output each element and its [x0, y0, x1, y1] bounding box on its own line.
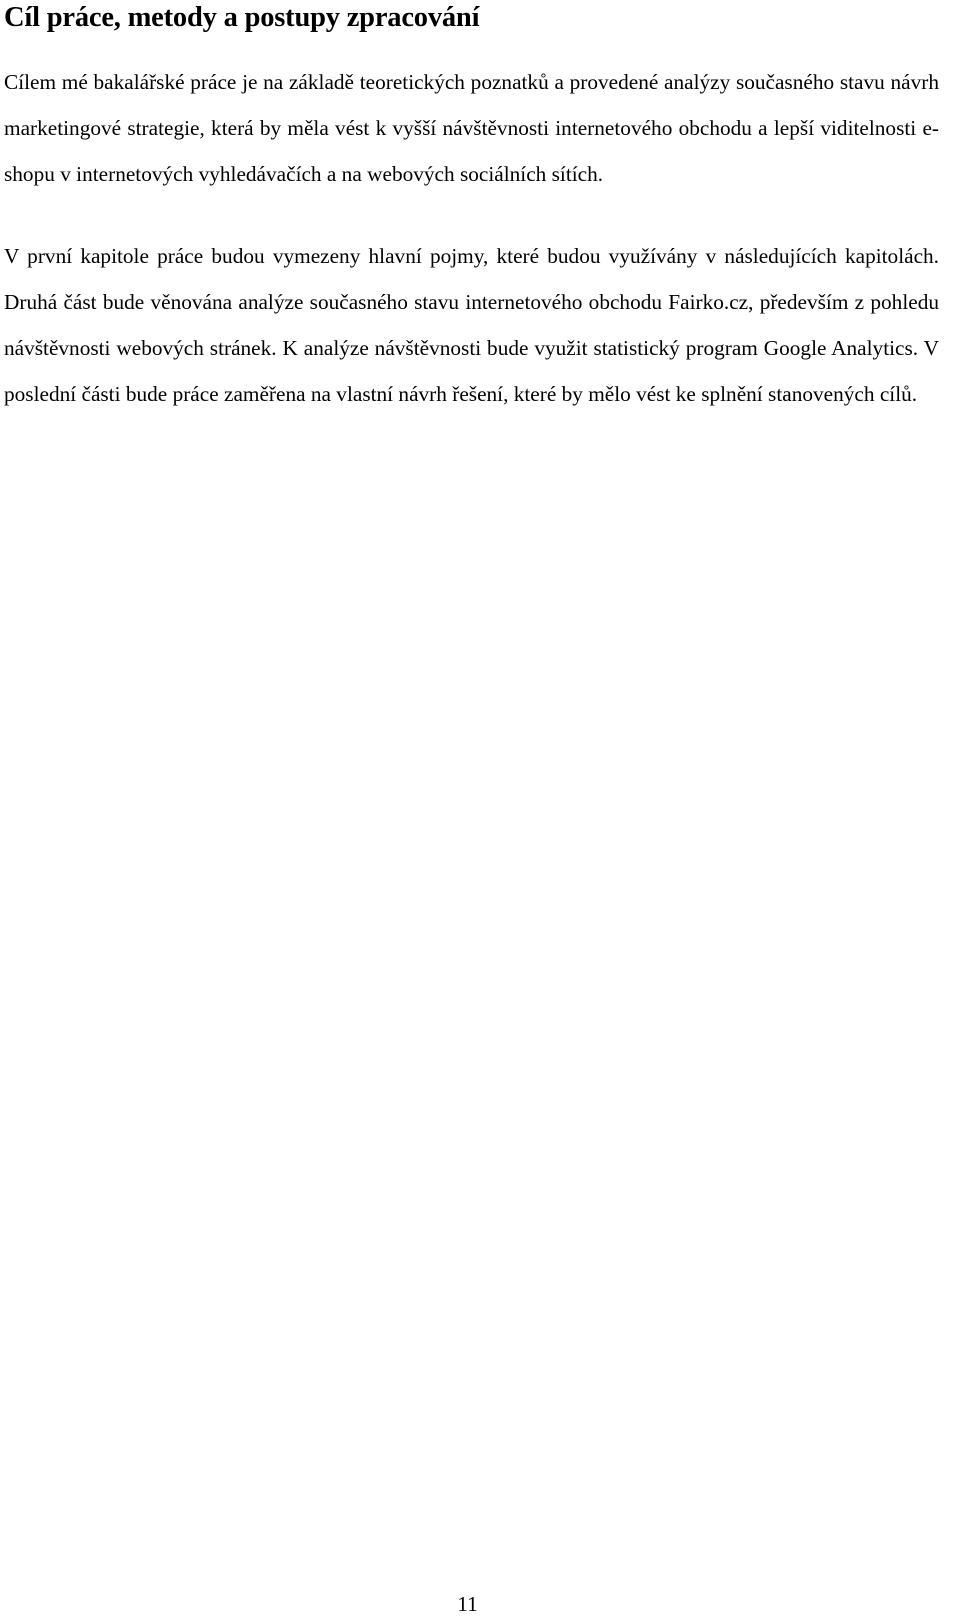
section-heading: Cíl práce, metody a postupy zpracování [4, 2, 480, 33]
document-page [4, 0, 939, 417]
paragraph-structure: V první kapitole práce budou vymezeny hlavní pojmy, které budou využívány v následujících kapitolách. Druhá část bude věnována analýze současného stavu internetového obchodu Fairko.cz, především z pohledu návštěvnosti webových stránek. K analýze návštěvnosti bude využit statistický program Google Analytics. V poslední části bude práce zaměřena na vlastní návrh řešení, které by mělo vést ke splnění stanovených cílů. [4, 244, 939, 406]
paragraph-goals: Cílem mé bakalářské práce je na základě teoretických poznatků a provedené analýzy současného stavu návrh marketingové strategie, která by měla vést k vyšší návštěvnosti internetového obchodu a lepší viditelnosti e-shopu v internetových vyhledávačích a na webových sociálních sítích. [4, 70, 939, 186]
page-number: 11 [457, 1592, 478, 1616]
